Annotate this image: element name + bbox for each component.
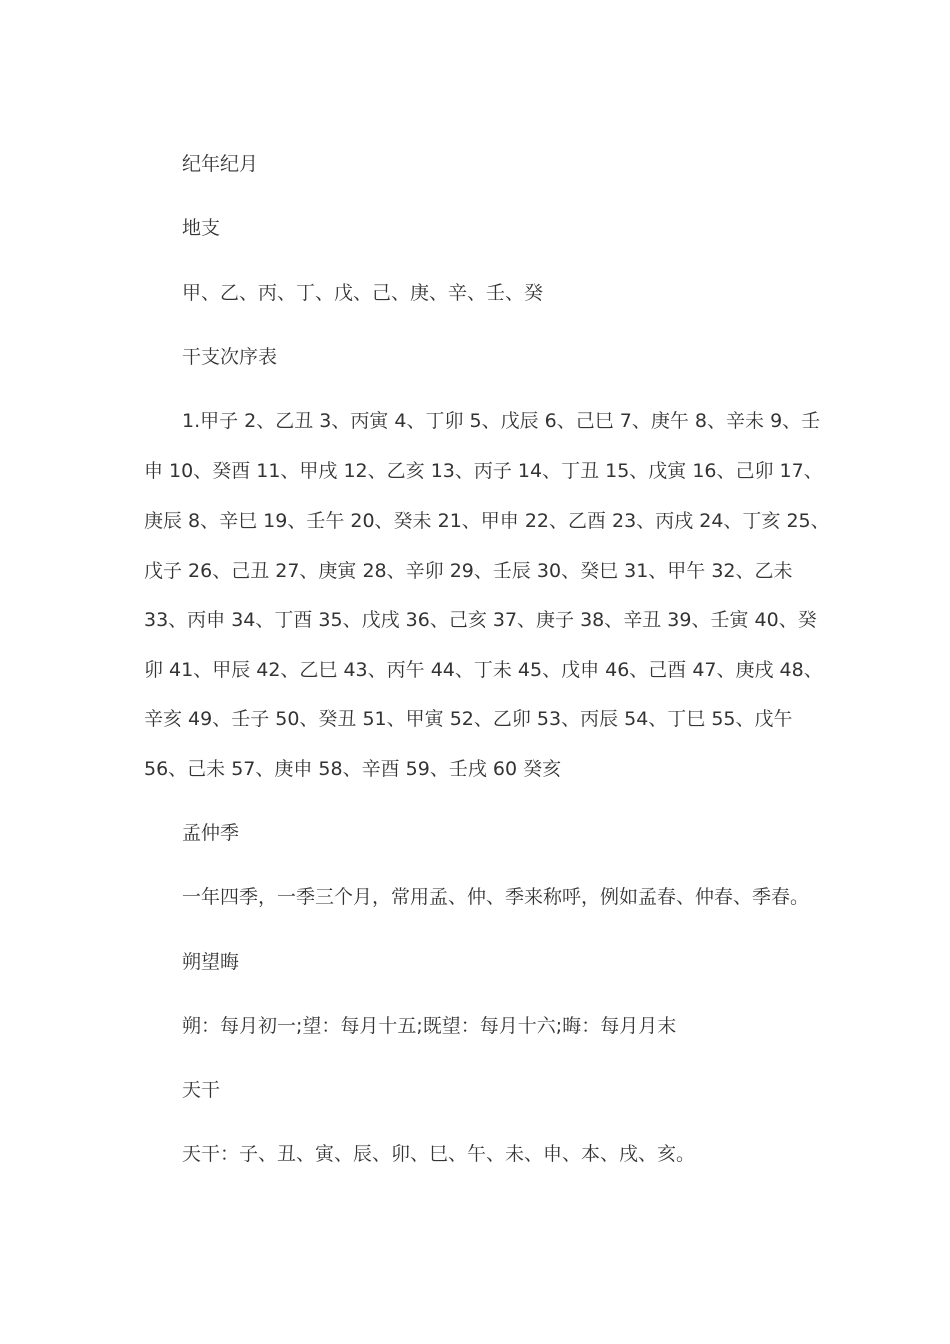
ganzhi-line: 33、丙申 34、丁酉 35、戊戌 36、己亥 37、庚子 38、辛丑 39、壬寅 40、癸 <box>144 609 817 631</box>
ganzhi-line: 申 10、癸酉 11、甲戌 12、乙亥 13、丙子 14、丁丑 15、戊寅 16、己卯 17、 <box>144 460 823 482</box>
heading-mengzhongji: 孟仲季 <box>182 822 240 844</box>
ganzhi-line: 卯 41、甲辰 42、乙巳 43、丙午 44、丁未 45、戊申 46、己酉 47、庚戌 48、 <box>144 659 823 681</box>
ganzhi-line: 辛亥 49、壬子 50、癸丑 51、甲寅 52、乙卯 53、丙辰 54、丁巳 55、戊午 <box>144 708 793 730</box>
heading-ganzhi-table: 干支次序表 <box>182 346 278 368</box>
tiangan-body: 天干：子、丑、寅、辰、卯、巳、午、未、申、本、戌、亥。 <box>182 1143 696 1165</box>
mengzhongji-body: 一年四季，一季三个月，常用孟、仲、季来称呼，例如孟春、仲春、季春。 <box>182 886 810 908</box>
ganzhi-line: 1.甲子 2、乙丑 3、丙寅 4、丁卯 5、戊辰 6、己巳 7、庚午 8、辛未 9、壬 <box>182 410 821 432</box>
heading-shuowanghui: 朔望晦 <box>182 951 240 973</box>
ganzhi-line: 庚辰 8、辛巳 19、壬午 20、癸未 21、甲申 22、乙酉 23、丙戌 24、丁亥 25、 <box>144 510 830 532</box>
ganzhi-line: 56、己未 57、庚申 58、辛酉 59、壬戌 60 癸亥 <box>144 758 562 780</box>
heading-dizhi: 地支 <box>182 217 221 239</box>
shuowanghui-body: 朔：每月初一;望：每月十五;既望：每月十六;晦：每月月末 <box>182 1015 677 1037</box>
heading-tiangan: 天干 <box>182 1079 221 1101</box>
heading-jinian: 纪年纪月 <box>182 153 259 175</box>
ganzhi-line: 戊子 26、己丑 27、庚寅 28、辛卯 29、壬辰 30、癸巳 31、甲午 32、乙未 <box>144 560 793 582</box>
dizhi-body: 甲、乙、丙、丁、戊、己、庚、辛、壬、癸 <box>182 282 544 304</box>
